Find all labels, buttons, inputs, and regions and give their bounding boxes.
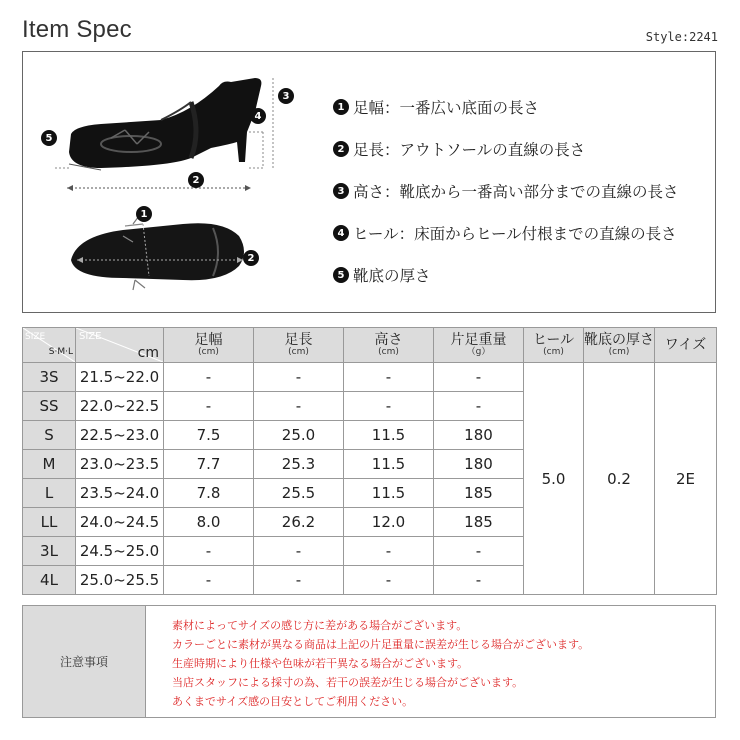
legend-text: 足幅：一番広い底面の長さ xyxy=(353,99,540,117)
corner-size-label: SIZE xyxy=(25,332,46,342)
legend-item-3 xyxy=(333,170,679,212)
marker-1: 1 xyxy=(136,206,152,222)
marker-2-bottom: 2 xyxy=(243,250,259,266)
size-table xyxy=(22,327,717,595)
legend-item-2 xyxy=(333,128,679,170)
size-range: 24.0~24.5 xyxy=(76,508,164,537)
cell-height: 11.5 xyxy=(344,450,434,479)
size-corner-cell xyxy=(23,328,76,363)
size-name: 3S xyxy=(23,363,76,392)
header-sole: 靴底の厚さ (cm) xyxy=(584,328,655,363)
cell-weight: - xyxy=(434,363,524,392)
header-height: 高さ (cm) xyxy=(344,328,434,363)
size-name: S xyxy=(23,421,76,450)
cell-length: 25.0 xyxy=(254,421,344,450)
cell-height: - xyxy=(344,566,434,595)
range-size-label: SIZE xyxy=(79,331,102,342)
cell-height: - xyxy=(344,537,434,566)
size-range: 24.5~25.0 xyxy=(76,537,164,566)
cell-height: 11.5 xyxy=(344,421,434,450)
cell-height: - xyxy=(344,392,434,421)
cell-weight: 185 xyxy=(434,508,524,537)
cell-length: - xyxy=(254,363,344,392)
marker-3: 3 xyxy=(278,88,294,104)
size-range: 22.5~23.0 xyxy=(76,421,164,450)
note-line: 生産時期により仕様や色味が若干異なる場合がございます。 xyxy=(172,657,469,670)
header-heel: ヒール (cm) xyxy=(524,328,584,363)
size-name: 3L xyxy=(23,537,76,566)
note-line: あくまでサイズ感の目安としてご利用ください。 xyxy=(172,695,414,708)
cell-height: 11.5 xyxy=(344,479,434,508)
legend-text: ヒール：床面からヒール付根までの直線の長さ xyxy=(353,225,677,243)
number-4-icon: 4 xyxy=(333,225,349,241)
cell-length: 25.5 xyxy=(254,479,344,508)
header-weight: 片足重量 （g） xyxy=(434,328,524,363)
cell-weight: 180 xyxy=(434,421,524,450)
notes-label: 注意事項 xyxy=(23,606,146,717)
page-title: Item Spec xyxy=(22,16,132,43)
size-name: LL xyxy=(23,508,76,537)
cell-length: 25.3 xyxy=(254,450,344,479)
header-length: 足長 (cm) xyxy=(254,328,344,363)
shoe-side-view-image xyxy=(41,72,291,192)
marker-5: 5 xyxy=(41,130,57,146)
cell-length: 26.2 xyxy=(254,508,344,537)
header-width: 足幅 (cm) xyxy=(164,328,254,363)
header-wise: ワイズ xyxy=(655,328,717,363)
spec-diagram-box xyxy=(22,51,716,313)
note-line: 素材によってサイズの感じ方に差がある場合がございます。 xyxy=(172,619,468,632)
cell-length: - xyxy=(254,566,344,595)
legend-item-1 xyxy=(333,86,679,128)
cell-weight: 180 xyxy=(434,450,524,479)
number-5-icon: 5 xyxy=(333,267,349,283)
size-range: 25.0~25.5 xyxy=(76,566,164,595)
shoe-bottom-view-image xyxy=(63,202,263,302)
cell-weight: - xyxy=(434,566,524,595)
size-range: 22.0~22.5 xyxy=(76,392,164,421)
legend-text: 高さ：靴底から一番高い部分までの直線の長さ xyxy=(353,183,679,201)
cell-height: 12.0 xyxy=(344,508,434,537)
cell-weight: - xyxy=(434,392,524,421)
number-1-icon: 1 xyxy=(333,99,349,115)
size-range: 23.5~24.0 xyxy=(76,479,164,508)
cell-width: - xyxy=(164,363,254,392)
note-line: カラーごとに素材が異なる商品は上記の片足重量に誤差が生じる場合がございます。 xyxy=(172,638,590,651)
marker-2-side: 2 xyxy=(188,172,204,188)
legend-item-5 xyxy=(333,254,679,296)
cell-wise: 2E xyxy=(655,363,717,595)
notes-body xyxy=(146,606,589,717)
notes-box xyxy=(22,605,716,718)
size-name: L xyxy=(23,479,76,508)
cell-width: 8.0 xyxy=(164,508,254,537)
style-code: Style:2241 xyxy=(645,30,718,44)
cell-height: - xyxy=(344,363,434,392)
corner-sml-label: S·M·L xyxy=(48,347,73,357)
number-3-icon: 3 xyxy=(333,183,349,199)
legend-text: 靴底の厚さ xyxy=(353,267,431,285)
cell-width: - xyxy=(164,537,254,566)
size-range: 21.5~22.0 xyxy=(76,363,164,392)
marker-4: 4 xyxy=(250,108,266,124)
cell-width: 7.5 xyxy=(164,421,254,450)
cell-width: 7.7 xyxy=(164,450,254,479)
cell-width: 7.8 xyxy=(164,479,254,508)
cell-weight: 185 xyxy=(434,479,524,508)
cell-weight: - xyxy=(434,537,524,566)
size-name: SS xyxy=(23,392,76,421)
cell-width: - xyxy=(164,392,254,421)
legend-text: 足長：アウトソールの直線の長さ xyxy=(353,141,586,159)
cell-sole: 0.2 xyxy=(584,363,655,595)
size-range: 23.0~23.5 xyxy=(76,450,164,479)
table-row xyxy=(23,363,717,392)
size-range-header xyxy=(76,328,164,363)
range-cm-label: cm xyxy=(137,345,159,361)
cell-length: - xyxy=(254,537,344,566)
legend-item-4 xyxy=(333,212,679,254)
cell-length: - xyxy=(254,392,344,421)
size-name: 4L xyxy=(23,566,76,595)
measurement-legend xyxy=(333,86,679,296)
table-header-row xyxy=(23,328,717,363)
note-line: 当店スタッフによる採寸の為、若干の誤差が生じる場合がございます。 xyxy=(172,676,524,689)
cell-width: - xyxy=(164,566,254,595)
number-2-icon: 2 xyxy=(333,141,349,157)
cell-heel: 5.0 xyxy=(524,363,584,595)
size-name: M xyxy=(23,450,76,479)
